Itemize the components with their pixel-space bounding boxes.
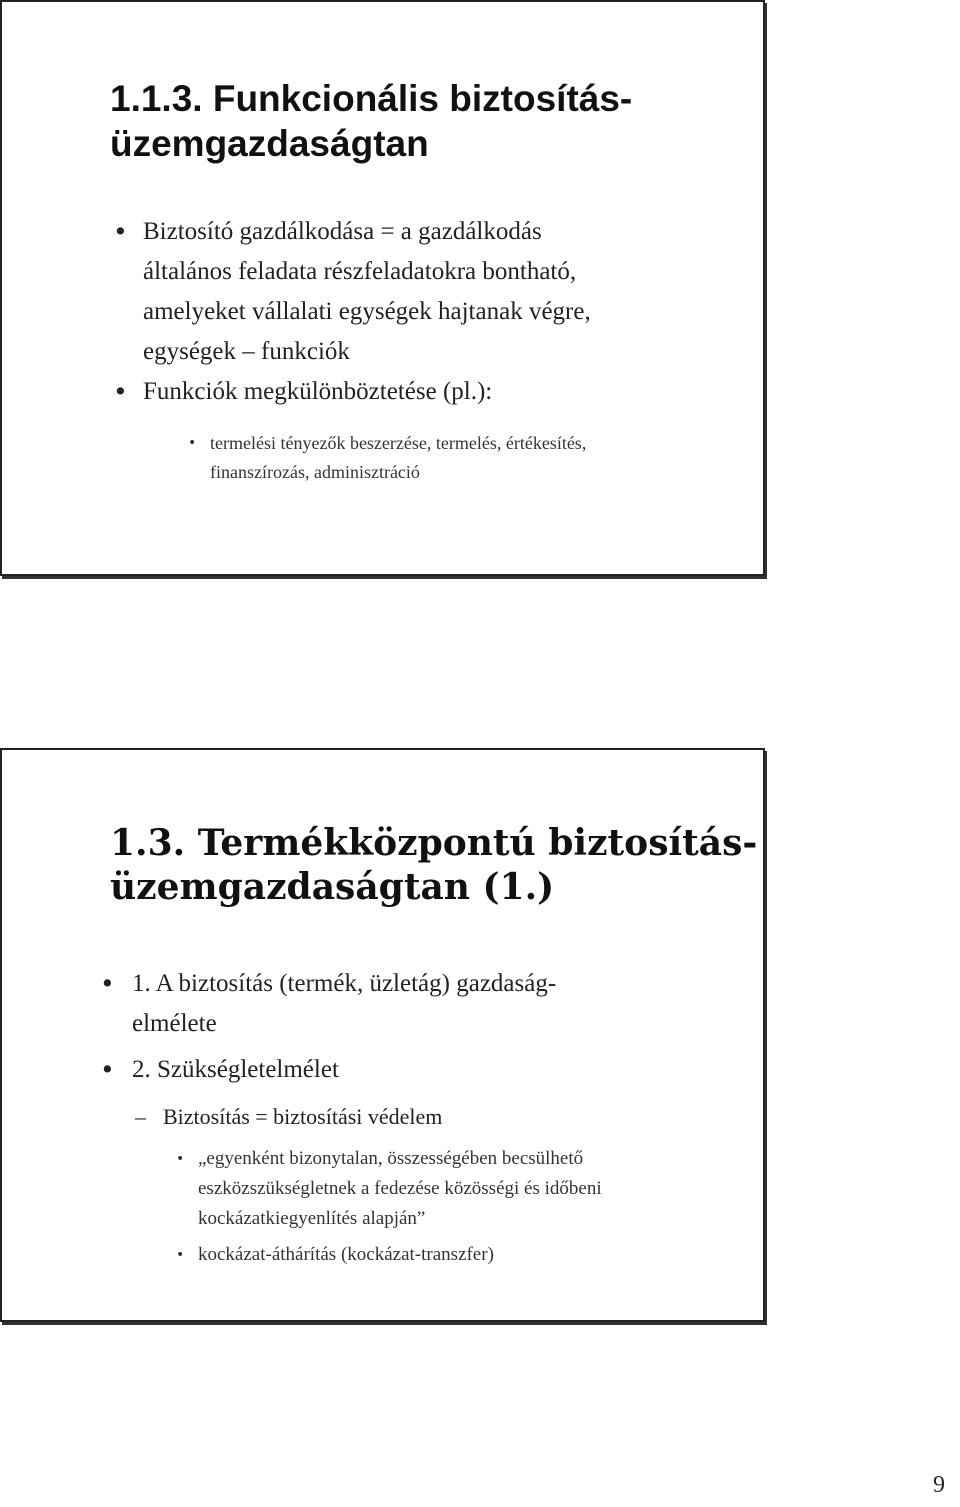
bullet-line: Funkciók megkülönböztetése (pl.):: [143, 378, 493, 405]
subbullet-line: kockázatkiegyenlítés alapján”: [198, 1208, 426, 1229]
bullet-line: amelyeket vállalati egységek hajtanak végre,: [143, 298, 591, 325]
bullet-item: [113, 212, 591, 372]
dash-item: [135, 1099, 443, 1135]
page-number: 9: [933, 1472, 945, 1498]
subbullet-line: eszközszükségletnek a fedezése közösségi és időbeni: [198, 1178, 602, 1199]
dash-item-text: Biztosítás = biztosítási védelem: [163, 1104, 443, 1129]
bullet-item: [100, 964, 557, 1044]
bullet-marker: •: [113, 377, 128, 406]
bullet-line: elmélete: [132, 1010, 217, 1037]
subbullet-marker: •: [176, 1151, 185, 1167]
bullet-line: általános feladata részfeladatokra bontható,: [143, 258, 577, 285]
title-line: üzemgazdaságtan (1.): [110, 865, 555, 908]
title-line: üzemgazdaságtan: [110, 123, 429, 165]
subbullet-marker: •: [188, 435, 197, 451]
bullet-line: egységek – funkciók: [143, 338, 350, 365]
subbullet-item: [188, 429, 587, 487]
subbullet-item: [176, 1240, 602, 1270]
title-line: 1.1.3. Funkcionális biztosítás-: [110, 78, 633, 119]
subbullet-line: termelési tényezők beszerzése, termelés, értékesítés,: [210, 433, 587, 453]
bullet-line: 2. Szükségletelmélet: [132, 1056, 339, 1083]
subbullet-line: finanszírozás, adminisztráció: [210, 462, 420, 482]
slide-2-bullet-list: [100, 964, 557, 1090]
subbullet-item: [176, 1144, 602, 1234]
bullet-marker: •: [100, 969, 115, 998]
subbullet-marker: •: [176, 1247, 185, 1263]
slide-2-title: [110, 822, 757, 910]
slide-1-title: [110, 76, 632, 166]
bullet-marker: •: [100, 1055, 115, 1084]
slide-1-subbullet-list: [188, 429, 587, 487]
slide-2-subbullet-list: [176, 1144, 602, 1270]
bullet-line: 1. A biztosítás (termék, üzletág) gazdaság-: [132, 970, 557, 997]
subbullet-line: „egyenként bizonytalan, összességében becsülhető: [198, 1148, 584, 1169]
bullet-marker: •: [113, 217, 128, 246]
bullet-line: Biztosító gazdálkodása = a gazdálkodás: [143, 218, 542, 245]
dash-marker: –: [135, 1104, 146, 1129]
bullet-item: [113, 372, 591, 412]
title-line: 1.3. Termékközpontú biztosítás-: [110, 822, 758, 864]
slide-1-bullet-list: [113, 212, 591, 412]
bullet-item: [100, 1050, 556, 1090]
subbullet-line: kockázat-áthárítás (kockázat-transzfer): [198, 1244, 494, 1265]
